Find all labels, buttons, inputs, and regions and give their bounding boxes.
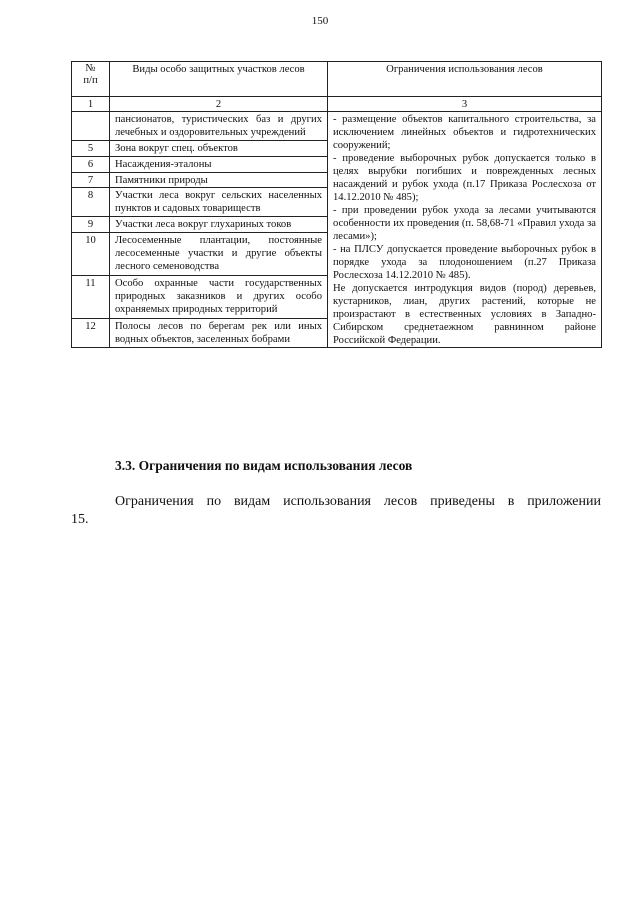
- row-number: 12: [72, 318, 110, 347]
- row-kind: Лесосеменные плантации, постоянные лесосеменные участки и другие объекты лесного семеноводства: [110, 233, 328, 276]
- row-kind: Полосы лесов по берегам рек или иных водных объектов, заселенных бобрами: [110, 318, 328, 347]
- paragraph-line: 15.: [71, 512, 89, 527]
- row-kind: Участки леса вокруг сельских населенных пунктов и садовых товариществ: [110, 188, 328, 217]
- row-number: 9: [72, 217, 110, 233]
- row-kind: Памятники природы: [110, 172, 328, 188]
- row-number: 7: [72, 172, 110, 188]
- row-kind: Особо охранные части государственных природных заказников и других особо охраняемых природных территорий: [110, 275, 328, 318]
- header-number: № п/п: [72, 62, 110, 97]
- table-header-row: [72, 62, 602, 97]
- row-number: 6: [72, 156, 110, 172]
- header-kind: Виды особо защитных участков лесов: [110, 62, 328, 97]
- row-number: 10: [72, 233, 110, 276]
- row-number: 5: [72, 141, 110, 157]
- row-kind: Участки леса вокруг глухариных токов: [110, 217, 328, 233]
- row-kind: Насаждения-эталоны: [110, 156, 328, 172]
- restriction-item: - при проведении рубок ухода за лесами учитываются особенности их проведения (п. 58,68-71 «Правил ухода за лесами»);: [333, 205, 596, 242]
- paragraph-line: Ограничения по видам использования лесов приведены в приложении: [115, 494, 601, 509]
- page-number: 150: [311, 15, 329, 27]
- restriction-item: - на ПЛСУ допускается проведение выборочных рубок в порядке ухода за плодоношением (п.27 Приказа Рослесхоза 14.12.2010 № 485).: [333, 244, 596, 281]
- table-index-row: [72, 97, 602, 112]
- row-number: 11: [72, 275, 110, 318]
- section-heading: 3.3. Ограничения по видам использования лесов: [115, 458, 413, 473]
- row-kind: пансионатов, туристических баз и других лечебных и оздоровительных учреждений: [110, 112, 328, 141]
- restriction-item: - размещение объектов капитального строительства, за исключением линейных объектов и гидротехнических сооружений;: [333, 114, 596, 151]
- table-row: [72, 112, 602, 141]
- row-number: [72, 112, 110, 141]
- restriction-item: Не допускается интродукция видов (пород) деревьев, кустарников, лиан, других растений, которые не произрастают в естественных условиях в Западно-Сибирском среднетаежном равнинном районе Российской Федерации.: [333, 283, 596, 346]
- row-kind: Зона вокруг спец. объектов: [110, 141, 328, 157]
- header-restrictions: Ограничения использования лесов: [328, 62, 602, 97]
- restriction-item: - проведение выборочных рубок допускается только в целях вырубки погибших и поврежденных лесных насаждений и рубок ухода (п.17 Приказа Рослесхоза от 14.12.2010 № 485);: [333, 153, 596, 203]
- index-cell: 1: [72, 97, 110, 112]
- restrictions-cell: [328, 112, 602, 348]
- restrictions-table: [71, 61, 602, 348]
- index-cell: 3: [328, 97, 602, 112]
- row-number: 8: [72, 188, 110, 217]
- index-cell: 2: [110, 97, 328, 112]
